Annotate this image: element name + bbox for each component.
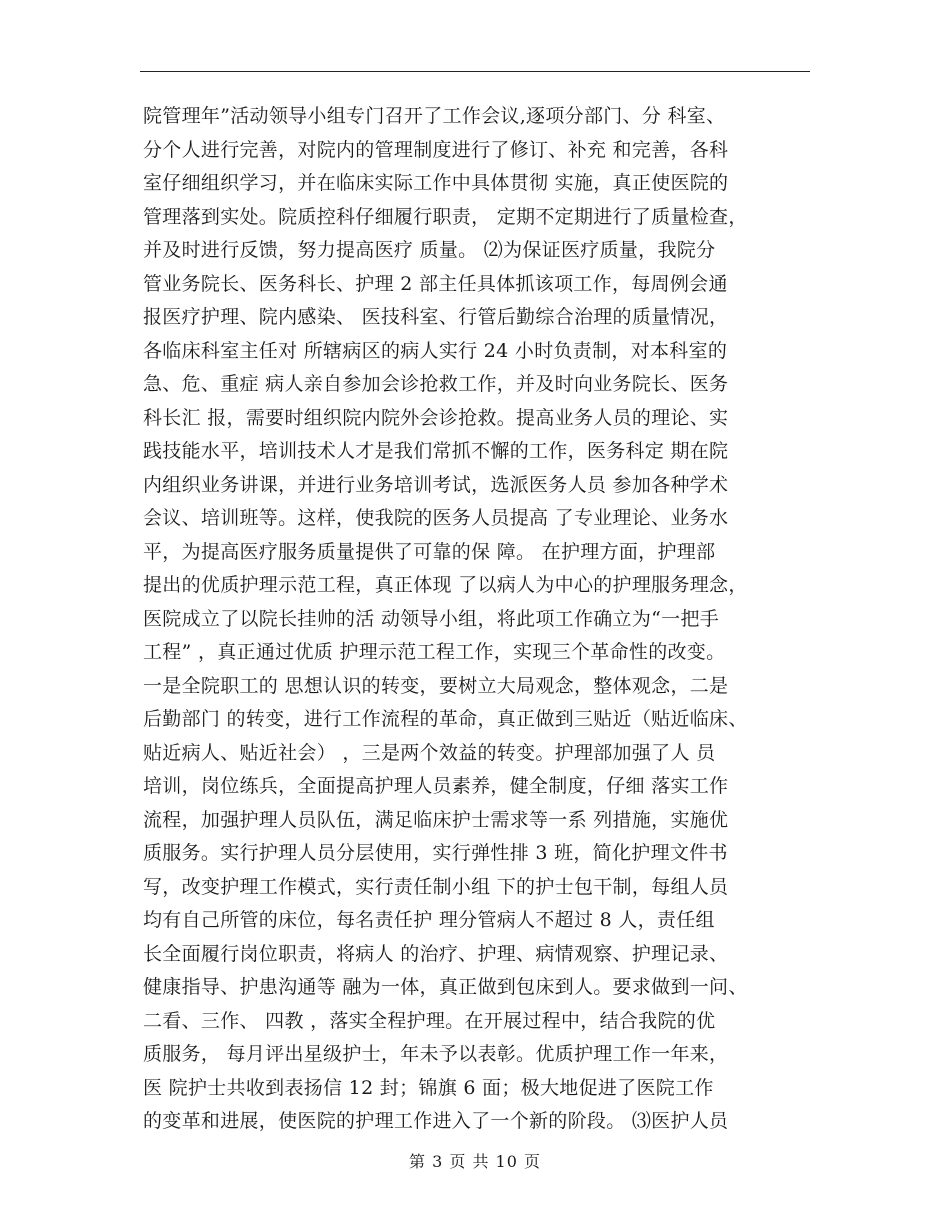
text-line: 均有自己所管的床位，每名责任护 理分管病人不超过 8 人，责任组: [143, 909, 715, 931]
text-line: 的变革和进展，使医院的护理工作进入了一个新的阶段。 ⑶医护人员: [143, 1110, 729, 1132]
text-line: 长全面履行岗位职责，将病人 的治疗、护理、病情观察、护理记录、: [143, 942, 729, 965]
text-line: 贴近病人、贴近社会） ，三是两个效益的转变。护理部加强了人 员: [143, 741, 716, 764]
text-line: 一是全院职工的 思想认识的转变，要树立大局观念，整体观念，二是: [143, 674, 729, 697]
page-number-footer: 第 3 页 共 10 页: [409, 1152, 541, 1171]
document-body: [143, 100, 823, 1139]
text-line: 科长汇 报，需要时组织院内院外会诊抢救。提高业务人员的理论、实: [143, 406, 729, 429]
header-rule: [140, 71, 810, 72]
text-line: 流程，加强护理人员队伍，满足临床护士需求等一系 列措施，实施优: [143, 808, 729, 831]
text-line: 提出的优质护理示范工程，真正体现 了以病人为中心的护理服务理念，: [143, 574, 748, 596]
text-line: 急、危、重症 病人亲自参加会诊抢救工作，并及时向业务院长、医务: [143, 373, 729, 395]
text-line: 内组织业务讲课，并进行业务培训考试，选派医务人员 参加各种学术: [143, 473, 729, 496]
text-line: 践技能水平，培训技术人才是我们常抓不懈的工作，医务科定 期在院: [143, 440, 729, 462]
text-line: 各临床科室主任对 所辖病区的病人实行 24 小时负责制，对本科室的: [143, 339, 728, 362]
text-line: 工程” ，真正通过优质 护理示范工程工作，实现三个革命性的改变。: [143, 641, 726, 663]
text-line: 会议、培训班等。这样，使我院的医务人员提高 了专业理论、业务水: [143, 507, 729, 529]
text-line: 医院成立了以院长挂帅的活 动领导小组，将此项工作确立为“一把手: [143, 607, 720, 630]
text-line: 二看、三作、 四教 ，落实全程护理。在开展过程中，结合我院的优: [143, 1009, 716, 1032]
text-line: 后勤部门 的转变，进行工作流程的革命，真正做到三贴近（贴近临床、: [143, 708, 748, 730]
text-line: 健康指导、护患沟通等 融为一体，真正做到包床到人。要求做到一问、: [143, 976, 748, 998]
text-line: 医 院护士共收到表扬信 12 封；锦旗 6 面；极大地促进了医院工作: [143, 1076, 714, 1099]
text-line: 并及时进行反馈，努力提高医疗 质量。 ⑵为保证医疗质量，我院分: [143, 239, 716, 261]
text-line: 分个人进行完善，对院内的管理制度进行了修订、补充 和完善，各科: [143, 138, 729, 161]
text-line: 质服务。实行护理人员分层使用，实行弹性排 3 班，简化护理文件书: [143, 842, 728, 864]
text-line: 室仔细组织学习，并在临床实际工作中具体贯彻 实施，真正使医院的: [143, 172, 729, 194]
text-line: 管业务院长、医务科长、护理 2 部主任具体抓该项工作，每周例会通: [143, 272, 728, 295]
text-line: 质服务， 每月评出星级护士，年未予以表彰。优质护理工作一年来，: [143, 1043, 729, 1065]
text-line: 写，改变护理工作模式，实行责任制小组 下的护士包干制，每组人员: [143, 875, 729, 898]
text-line: 报医疗护理、院内感染、 医技科室、行管后勤综合治理的质量情况，: [143, 306, 729, 328]
text-line: 院管理年”活动领导小组专门召开了工作会议,逐项分部门、分 科室、: [143, 105, 726, 127]
text-line: 培训，岗位练兵，全面提高护理人员素养，健全制度，仔细 落实工作: [143, 775, 729, 797]
text-line: 管理落到实处。院质控科仔细履行职责， 定期不定期进行了质量检查，: [143, 205, 748, 228]
text-line: 平，为提高医疗服务质量提供了可靠的保 障。 在护理方面，护理部: [143, 540, 716, 563]
